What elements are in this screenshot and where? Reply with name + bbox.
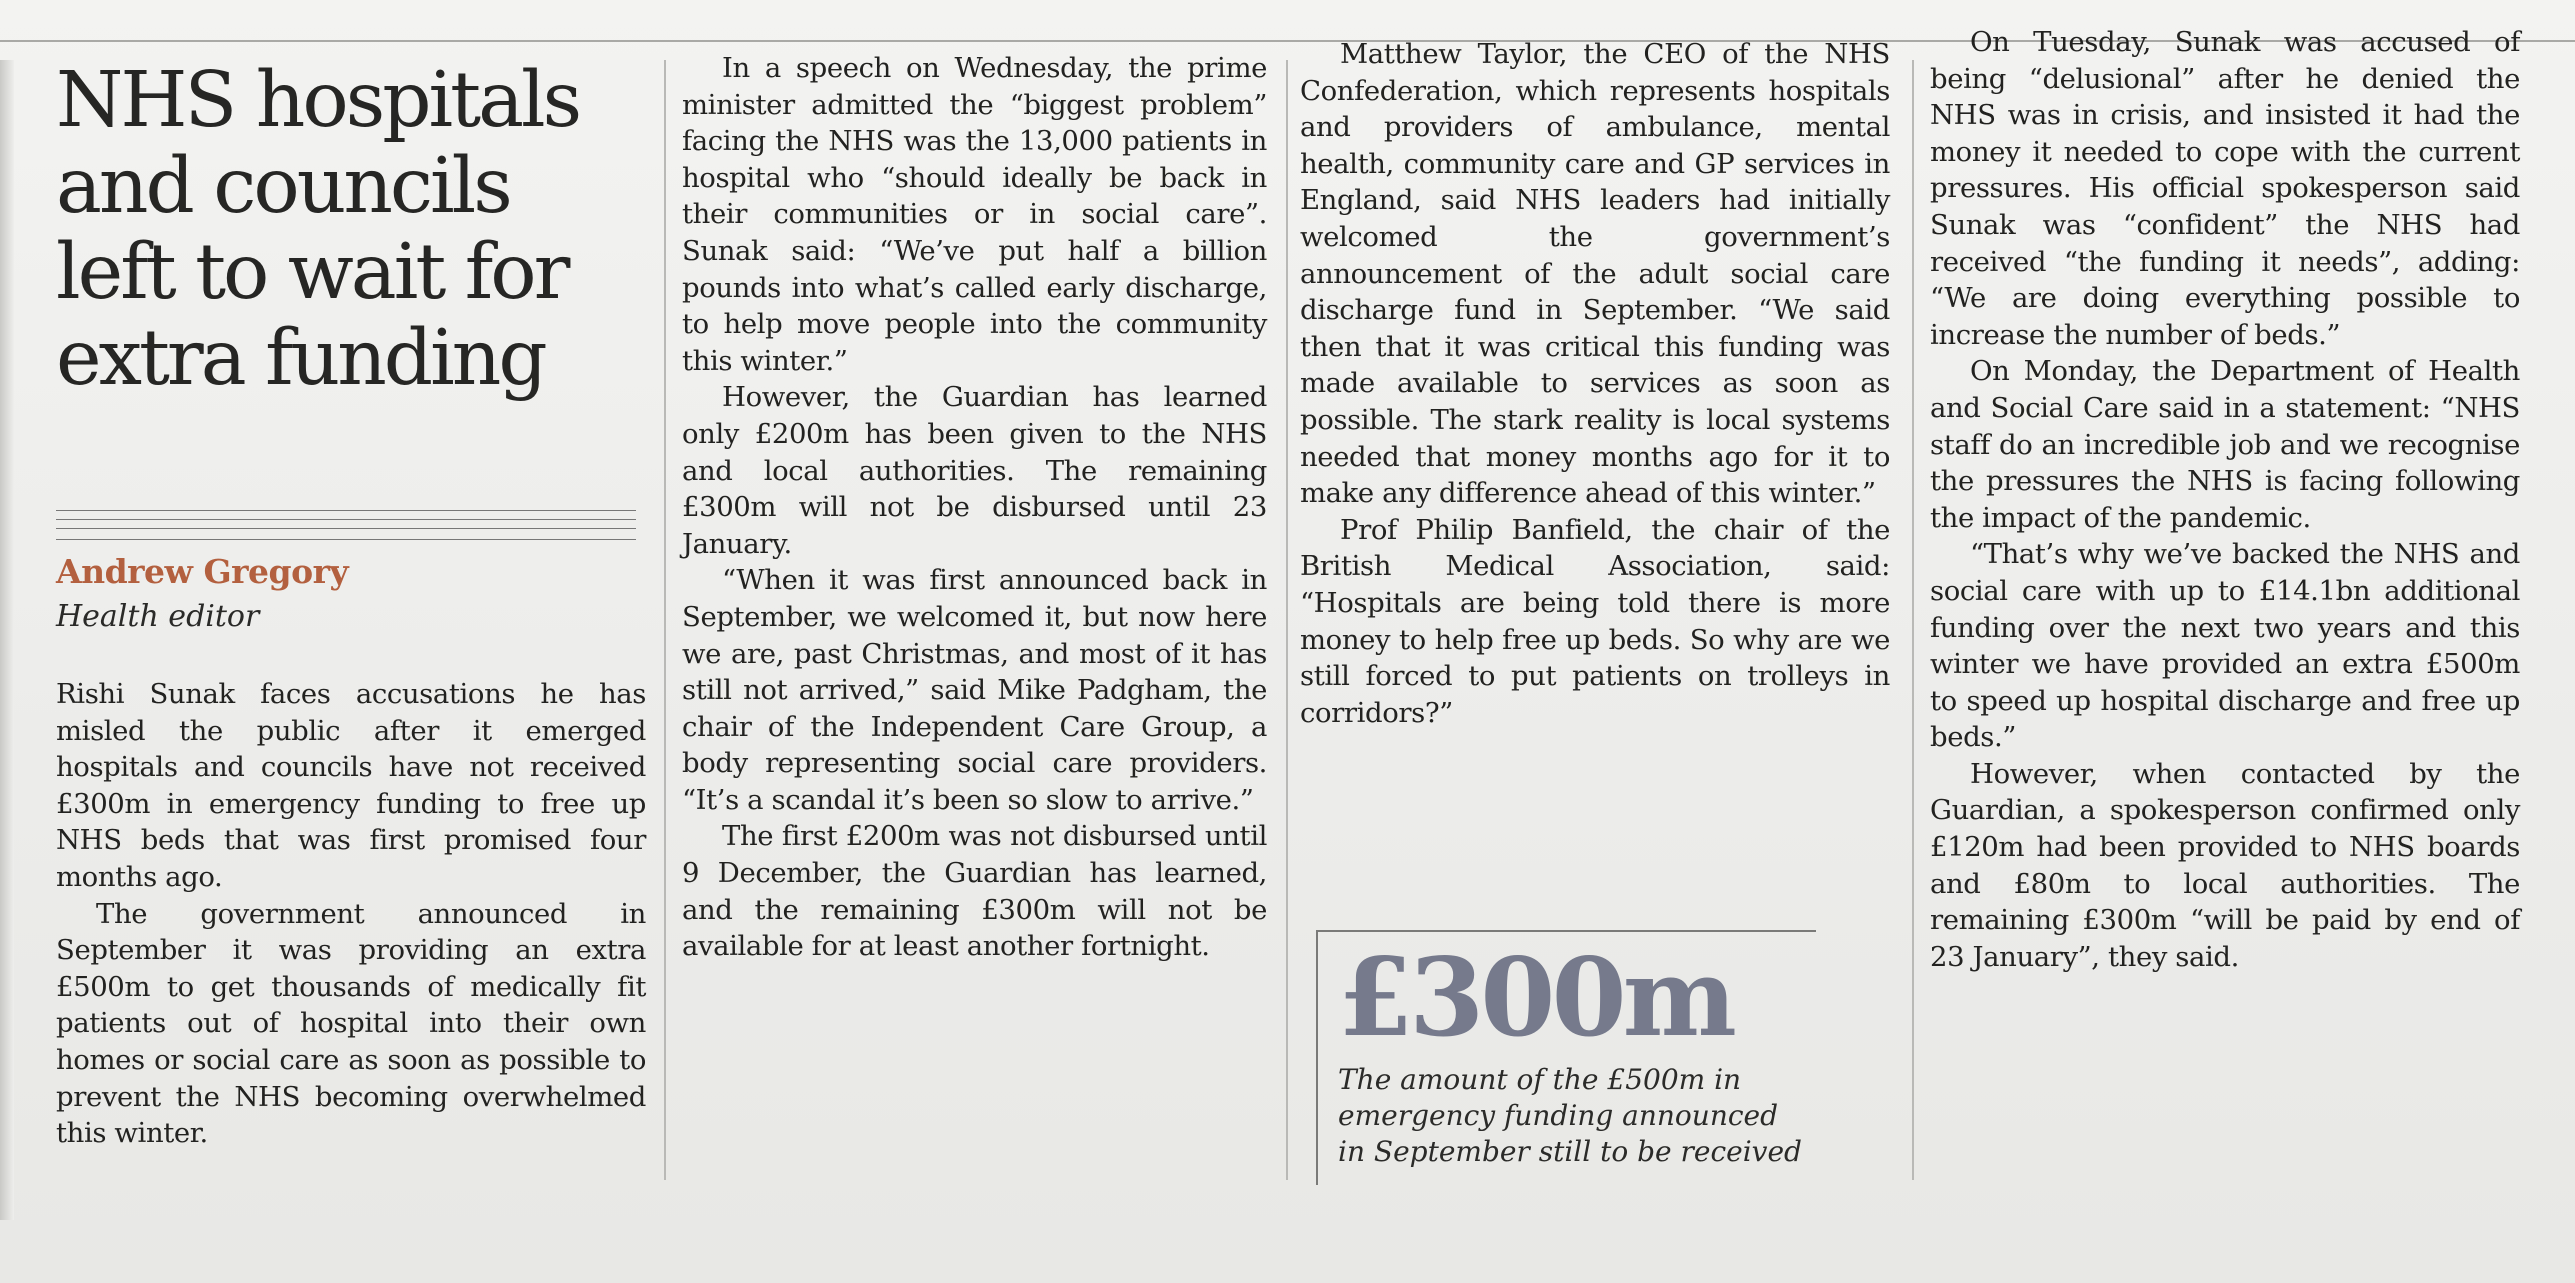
paragraph: “That’s why we’ve backed the NHS and social care with up to £14.1bn additional funding over the next two years and this winter we have provided an extra £500m to speed up hospital discharge and free up beds.” (1930, 538, 2520, 754)
article-column-4 (1930, 24, 2520, 975)
pull-quote-side-rule (1316, 930, 1318, 1185)
column-divider (664, 60, 666, 1180)
paragraph: The first £200m was not disbursed until 9 December, the Guardian has learned, and the remaining £300m will not be available for at least another fortnight. (682, 820, 1267, 963)
pull-quote-rule (1316, 930, 1816, 932)
article-column-1 (56, 676, 646, 1152)
paragraph: Matthew Taylor, the CEO of the NHS Confederation, which represents hospitals and providers of ambulance, mental health, community care and GP services in England, said NHS leaders had initially welcomed the government’s announcement of the adult social care discharge fund in September. “We said then that it was critical this funding was made available to services as soon as possible. The stark reality is local systems needed that money months ago for it to make any difference ahead of this winter.” (1300, 38, 1890, 510)
paragraph: The government announced in September it was providing an extra £500m to get thousands of medically fit patients out of hospital into their own homes or social care as soon as possible to prevent the NHS becoming overwhelmed this winter. (56, 897, 646, 1150)
column-divider (1912, 60, 1914, 1180)
paragraph: However, the Guardian has learned only £200m has been given to the NHS and local authorities. The remaining £300m will not be disbursed until 23 January. (682, 381, 1267, 560)
paragraph: Prof Philip Banfield, the chair of the British Medical Association, said: “Hospitals are being told there is more money to help free up beds. So why are we still forced to put patients on trolleys in corridors?” (1300, 513, 1890, 729)
paragraph: On Monday, the Department of Health and Social Care said in a statement: “NHS staff do an incredible job and we recognise the pressures the NHS is facing following the impact of the pandemic. (1930, 355, 2520, 534)
article-column-3 (1300, 36, 1890, 731)
byline-rules (56, 510, 636, 540)
pull-quote-box (1316, 930, 1816, 1185)
pull-quote-figure: £300m (1338, 935, 1733, 1061)
page-edge-shadow (0, 60, 14, 1220)
byline-role: Health editor (56, 599, 260, 634)
paragraph: Rishi Sunak faces accusations he has misled the public after it emerged hospitals and councils have not received £300m in emergency funding to free up NHS beds that was first promised four months ago. (56, 678, 646, 893)
pull-quote-caption: The amount of the £500m in emergency funding announced in September still to be received (1338, 1063, 1802, 1168)
headline: NHS hospitals and councils left to wait for extra funding (56, 56, 580, 403)
paragraph: However, when contacted by the Guardian, a spokesperson confirmed only £120m had been provided to NHS boards and £80m to local authorities. The remaining £300m “will be paid by end of 23 January”, they said. (1930, 757, 2520, 973)
paragraph: In a speech on Wednesday, the prime minister admitted the “biggest problem” facing the NHS was the 13,000 patients in hospital who “should ideally be back in their communities or in social care”. Sunak said: “We’ve put half a billion pounds into what’s called early discharge, to help move people into the community this winter.” (682, 52, 1267, 377)
column-divider (1286, 60, 1288, 1180)
paragraph: On Tuesday, Sunak was accused of being “delusional” after he denied the NHS was in crisis, and insisted it had the money it needed to cope with the current pressures. His official spokesperson said Sunak was “confident” the NHS had received “the funding it needs”, adding: “We are doing everything possible to increase the number of beds.” (1930, 26, 2520, 351)
paragraph: “When it was first announced back in September, we welcomed it, but now here we are, past Christmas, and most of it has still not arrived,” said Mike Padgham, the chair of the Independent Care Group, a body representing social care providers. “It’s a scandal it’s been so slow to arrive.” (682, 564, 1267, 816)
byline-author: Andrew Gregory (56, 552, 349, 591)
article-column-2 (682, 50, 1267, 965)
